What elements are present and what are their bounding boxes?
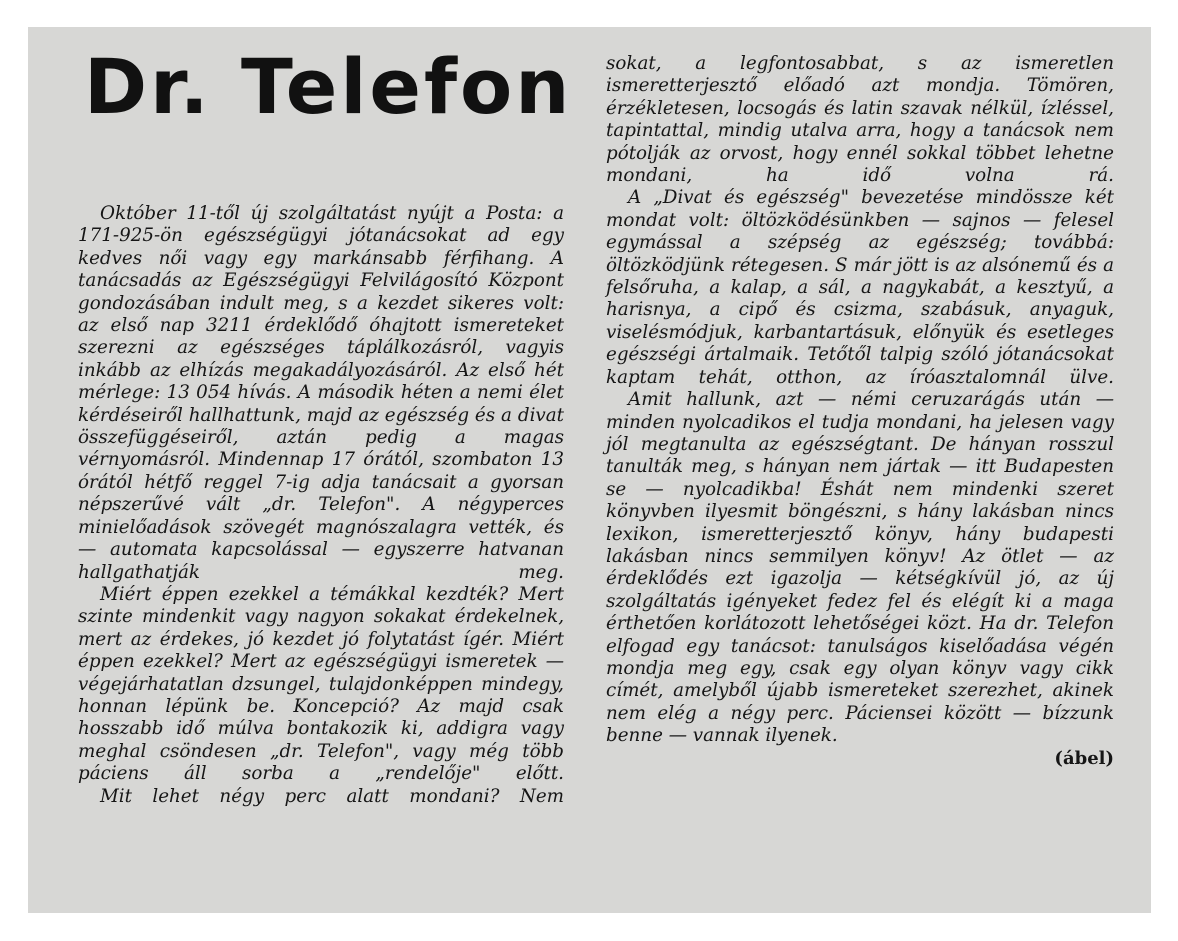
paragraph: A „Divat és egészség" bevezetése mindössze két mondat volt: öltözködésünkben — sajnos — felesel egymással a szépség az egészség; továbbá: öltözködjünk rétegesen. S már jött is az alsónemű és a felsőruha, a kalap, a sál, a nagykabát, a kesztyű, a harisnya, a cipő és csizma, szabásuk, anyaguk, viselésmódjuk, karbantartásuk, előnyük és esetleges egészségi ártalmaik. Tetőtől talpig szóló jótanácsokat kaptam tehát, otthon, az íróasztalomnál ülve.	[606, 187, 1114, 388]
newspaper-clipping	[28, 27, 1151, 913]
paragraph: Október 11-től új szolgáltatást nyújt a Posta: a 171-925-ön egészségügyi jótanácsokat ad egy kedves női vagy egy markánsabb férfihang. A tanácsadás az Egészségügyi Felvilágosító Központ gondozásában indult meg, s a kezdet sikeres volt: az első nap 3211 érdeklődő óhajtott ismereteket szerezni az egészséges táplálkozásról, vagyis inkább az elhízás megakadályozásáról. Az első hét mérlege: 13 054 hívás. A második héten a nemi élet kérdéseiről hallhattunk, majd az egészség és a divat összefüggéseiről, aztán pedig a magas vérnyomásról. Mindennap 17 órától, szombaton 13 órától hétfő reggel 7-ig adja tanácsait a gyorsan népszerűvé vált „dr. Telefon". A négyperces minielőadások szövegét magnószalagra vették, és — automata kapcsolással — egyszerre hatvanan hallgathatják meg.	[78, 203, 564, 583]
paragraph: Mit lehet négy perc alatt mondani? Nem	[100, 785, 564, 807]
paragraph: sokat, a legfontosabbat, s az ismeretlen ismeretterjesztő előadó azt mondja. Tömören, érzékletesen, locsogás és latin szavak nélkül, ízléssel, tapintattal, mindig utalva arra, hogy a tanácsok nem pótolják az orvost, hogy ennél sokkal többet lehetne mondani, ha idő volna rá.	[606, 53, 1114, 187]
author-signature: (ábel)	[1054, 747, 1114, 769]
paragraph: Miért éppen ezekkel a témákkal kezdték? Mert szinte mindenkit vagy nagyon sokakat érdekelnek, mert az érdekes, jó kezdet jó folytatást ígér. Miért éppen ezekkel? Mert az egészségügyi ismeretek — végejárhatatlan dzsungel, tulajdonképpen mindegy, honnan lépünk be. Koncepció? Az majd csak hosszabb idő múlva bontakozik ki, addigra vagy meghal csöndesen „dr. Telefon", vagy még több páciens áll sorba a „rendelője" előtt.	[78, 583, 564, 785]
paragraph: Amit hallunk, azt — némi ceruzarágás után — minden nyolcadikos el tudja mondani, ha jelesen vagy jól megtanulta az egészségtant. De hányan rosszul tanulták meg, s hányan nem jártak — itt Budapesten se — nyolcadikba! Éshát nem mindenki szeret könyvben ilyesmit böngészni, s hány lakásban nincs lexikon, ismeretterjesztő könyv, hány budapesti lakásban nincs semmilyen könyv! Az ötlet — az érdeklődés ezt igazolja — kétségkívül jó, az új szolgáltatás igényeket fedez fel és elégít ki a maga érthetően korlátozott lehetőségei közt. Ha dr. Telefon elfogad egy tanácsot: tanulságos kiselőadása végén mondja meg egy, csak egy olyan könyv vagy cikk címét, amelyből újabb ismereteket szerezhet, akinek nem elég a négy perc. Páciensei között — bízzunk benne — vannak ilyenek.	[606, 389, 1114, 747]
left-column	[78, 203, 564, 808]
right-column	[606, 53, 1114, 770]
article-title: Dr. Telefon	[84, 42, 573, 131]
